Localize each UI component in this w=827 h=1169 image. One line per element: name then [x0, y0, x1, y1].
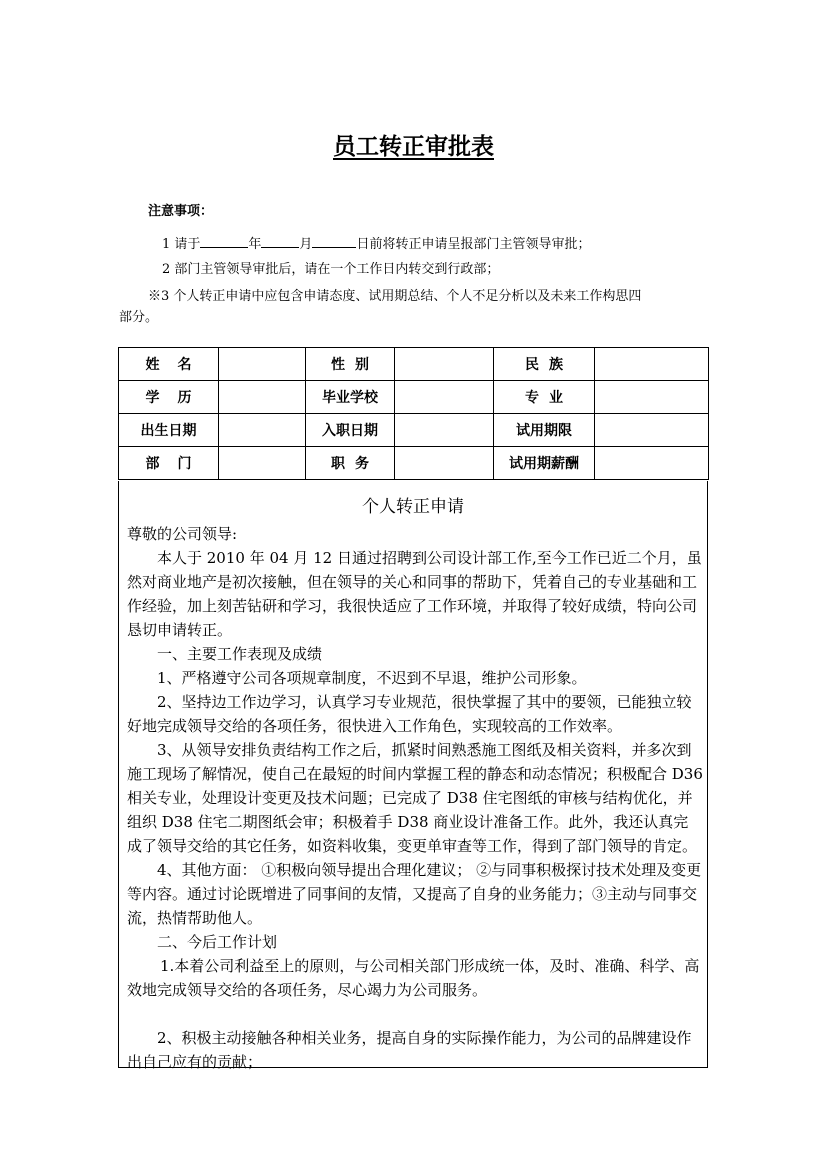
notice-line-3-continued: 部分。	[119, 310, 159, 325]
label-education: 学历	[119, 381, 219, 414]
label-name: 姓名	[119, 348, 219, 381]
plan-item-2: 2、积极主动接触各种相关业务，提高自身的实际操作能力，为公司的品牌建设作出自己应有的贡献；	[127, 1029, 692, 1071]
notice-line-1: 1 请于 年 月 日前将转正申请呈报部门主管领导审批；	[162, 237, 591, 252]
value-position[interactable]	[395, 447, 494, 480]
table-row	[119, 447, 709, 480]
label-major: 专业	[494, 381, 595, 414]
notice-line-2: 2 部门主管领导审批后，请在一个工作日内转交到行政部；	[162, 262, 500, 277]
value-ethnicity[interactable]	[595, 348, 709, 381]
month-blank[interactable]	[261, 235, 299, 248]
value-hire-date[interactable]	[395, 414, 494, 447]
value-probation-salary[interactable]	[595, 447, 709, 480]
value-school[interactable]	[395, 381, 494, 414]
section-heading-2: 二、今后工作计划	[157, 933, 278, 951]
notice-heading: 注意事项：	[148, 204, 214, 219]
achievement-item-3: 3、从领导安排负责结构工作之后，抓紧时间熟悉施工图纸及相关资料，并多次到施工现场了解情况，使自己在最短的时间内掌握工程的静态和动态情况；积极配合 D36 相关专业，处理设计变更及技术问题；已完成了 D38 住宅图纸的审核与结构优化，并组织 D38 住宅二期图纸会审；积极着手 D38 商业设计准备工作。此外，我还认真完成了领导交给的其它任务，如资料收集，变更单审查等工作，得到了部门领导的肯定。	[127, 741, 703, 855]
employee-info-table	[118, 347, 709, 480]
achievement-item-4: 4、其他方面： ①积极向领导提出合理化建议； ②与同事积极探讨技术处理及变更等内容。通过讨论既增进了同事间的友情，又提高了自身的业务能力；③主动与同事交流，热情帮助他人。	[127, 861, 702, 927]
label-hire-date: 入职日期	[306, 414, 395, 447]
page-title: 员工转正审批表	[333, 134, 494, 160]
value-birth-date[interactable]	[219, 414, 306, 447]
plan-item-1: 1.本着公司利益至上的原则，与公司相关部门形成统一体，及时、准确、科学、高效地完成领导交给的各项任务，尽心竭力为公司服务。	[127, 957, 700, 999]
achievement-item-1: 1、严格遵守公司各项规章制度，不迟到不早退，维护公司形象。	[157, 669, 587, 687]
table-row	[119, 414, 709, 447]
label-birth-date: 出生日期	[119, 414, 219, 447]
table-row	[119, 348, 709, 381]
achievement-item-2: 2、坚持边工作边学习，认真学习专业规范，很快掌握了其中的要领，已能独立较好地完成领导交给的各项任务，很快进入工作角色，实现较高的工作效率。	[127, 693, 692, 735]
value-major[interactable]	[595, 381, 709, 414]
salutation: 尊敬的公司领导:	[127, 525, 238, 543]
value-name[interactable]	[219, 348, 306, 381]
label-ethnicity: 民族	[494, 348, 595, 381]
label-probation-period: 试用期限	[494, 414, 595, 447]
value-education[interactable]	[219, 381, 306, 414]
label-position: 职务	[306, 447, 395, 480]
application-title: 个人转正申请	[362, 497, 464, 517]
year-blank[interactable]	[200, 235, 248, 248]
section-heading-1: 一、主要工作表现及成绩	[157, 645, 323, 663]
label-probation-salary: 试用期薪酬	[494, 447, 595, 480]
value-probation-period[interactable]	[595, 414, 709, 447]
label-school: 毕业学校	[306, 381, 395, 414]
day-blank[interactable]	[312, 235, 356, 248]
table-row	[119, 381, 709, 414]
notice-line-3: ※3 个人转正申请中应包含申请态度、试用期总结、个人不足分析以及未来工作构思四	[148, 289, 642, 304]
application-section	[118, 481, 708, 1071]
value-gender[interactable]	[395, 348, 494, 381]
value-department[interactable]	[219, 447, 306, 480]
label-department: 部门	[119, 447, 219, 480]
intro-paragraph: 本人于 2010 年 04 月 12 日通过招聘到公司设计部工作,至今工作已近二个月，虽然对商业地产是初次接触，但在领导的关心和同事的帮助下，凭着自己的专业基础和工作经验，加上刻苦钻研和学习，我很快适应了工作环境，并取得了较好成绩，特向公司恳切申请转正。	[127, 549, 702, 639]
label-gender: 性别	[306, 348, 395, 381]
application-body	[127, 522, 703, 1074]
